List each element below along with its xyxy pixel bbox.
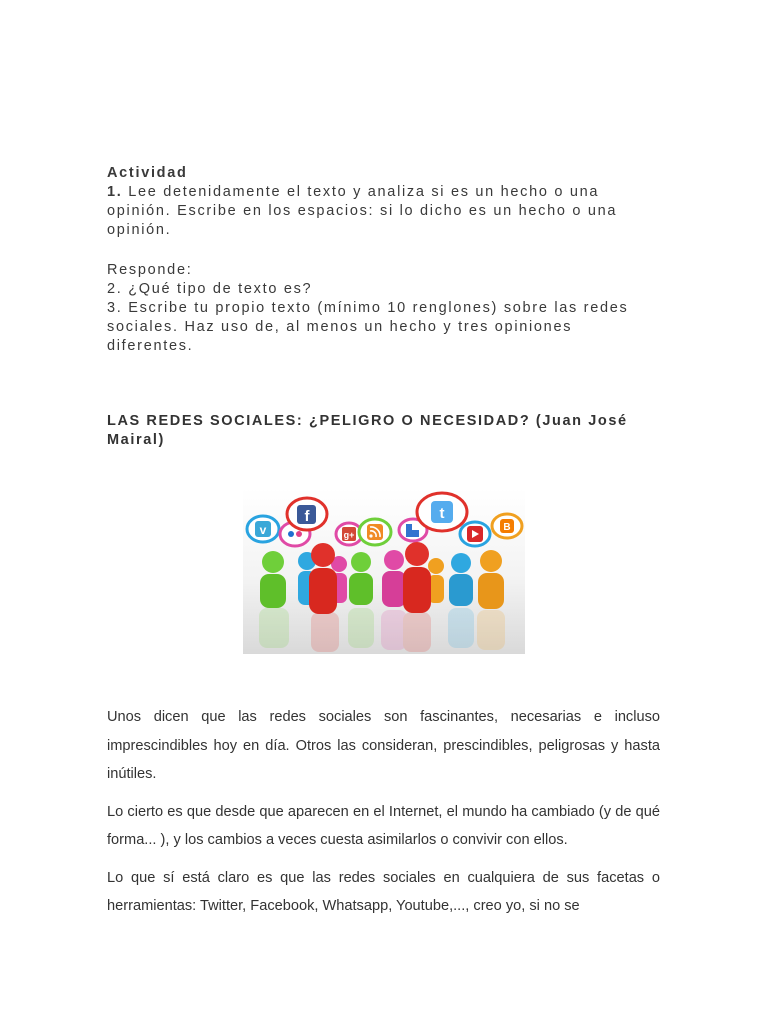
svg-text:B: B [503,522,511,533]
activity-item-3: 3. Escribe tu propio texto (mínimo 10 renglones) sobre las redes sociales. Haz uso de, al menos un hecho y tres opiniones diferentes. [107,300,629,354]
article-body [107,703,660,930]
social-networks-illustration [243,488,525,654]
blogger-icon [492,514,522,538]
vimeo-icon [247,516,279,542]
person-figures [260,542,504,614]
activity-item-1 [107,183,647,240]
svg-text:t: t [439,505,445,522]
rss-icon [359,519,391,545]
facebook-icon [287,498,327,530]
twitter-icon [417,493,467,531]
article-paragraph-3: Lo que sí está claro es que las redes sociales en cualquiera de sus facetas o herramientas: Twitter, Facebook, Whatsapp, Youtube,..., creo yo, si no se [107,869,660,914]
article-paragraph-1: Unos dicen que las redes sociales son fascinantes, necesarias e incluso imprescindibles hoy en día. Otros las consideran, prescindibles, peligrosas y hasta inútiles. [107,709,660,782]
activity-item-2: 2. ¿Qué tipo de texto es? [107,281,313,297]
svg-text:g+: g+ [343,530,355,540]
activity-title: Actividad [107,165,188,181]
youtube-icon [460,522,490,546]
svg-text:f: f [304,508,310,525]
activity-section [107,164,647,356]
svg-text:v: v [259,523,267,537]
article-paragraph-2: Lo cierto es que desde que aparecen en el Internet, el mundo ha cambiado (y de qué forma... ), y los cambios a veces cuesta asimilarlos o convivir con ellos. [107,803,660,848]
item-1-number: 1. [107,184,123,200]
item-1-text: Lee detenidamente el texto y analiza si es un hecho o una opinión. Escribe en los espacios: si lo dicho es un hecho o una opinión. [107,184,618,238]
article-heading: LAS REDES SOCIALES: ¿PELIGRO O NECESIDAD? (Juan José Mairal) [107,413,628,448]
respond-label: Responde: [107,262,193,278]
